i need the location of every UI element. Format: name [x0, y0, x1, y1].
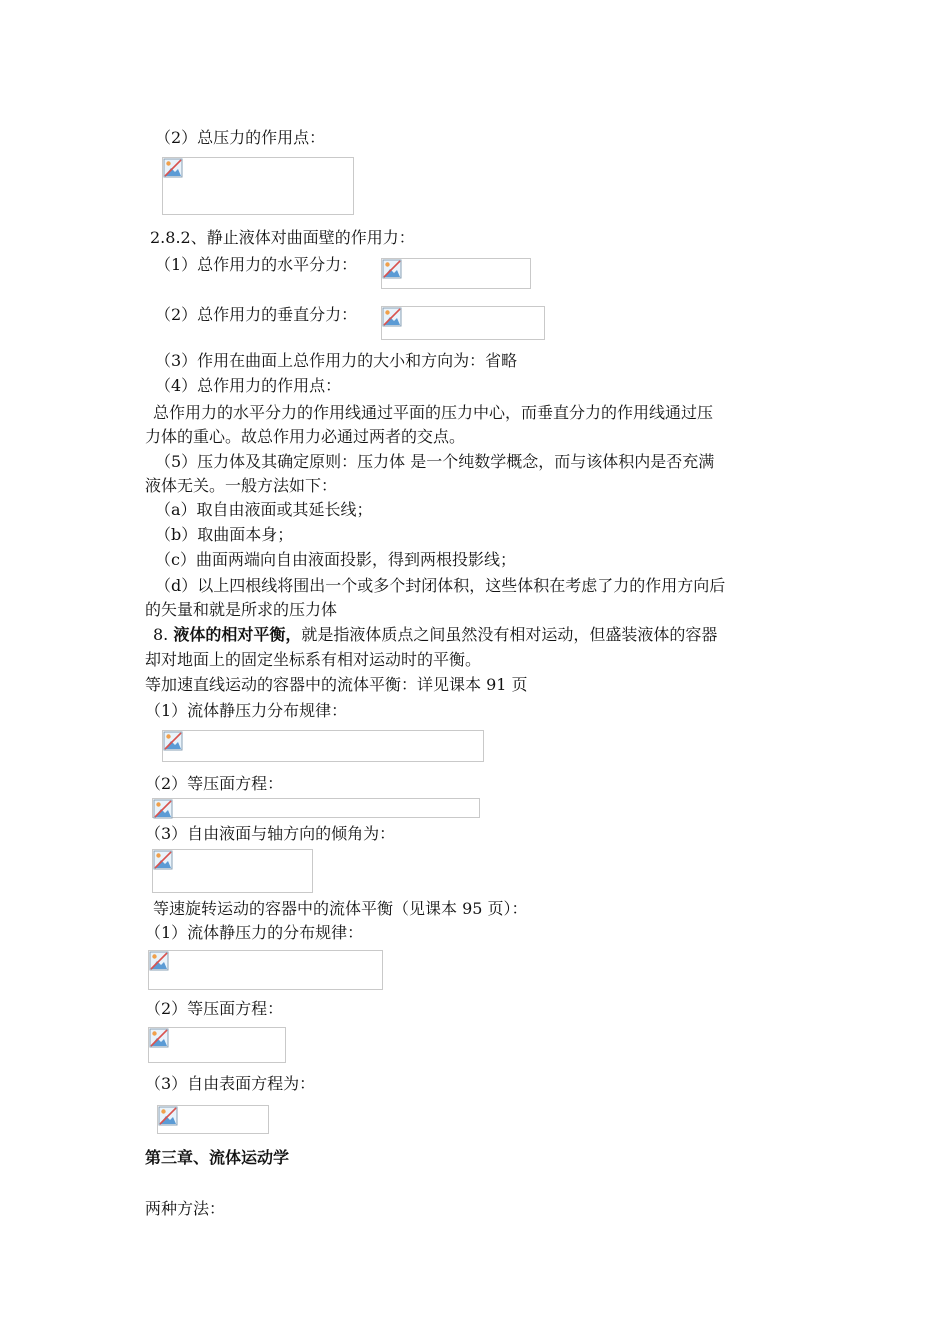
list-item: （a）取自由液面或其延长线； [155, 500, 373, 519]
item-horizontal-component: （1）总作用力的水平分力： [155, 255, 358, 274]
broken-image-icon [149, 1028, 169, 1048]
linear-acceleration-heading: 等加速直线运动的容器中的流体平衡：详见课本 91 页 [145, 675, 528, 694]
chapter-3-heading: 第三章、流体运动学 [145, 1148, 290, 1167]
item-vertical-component: （2）总作用力的垂直分力： [155, 305, 358, 324]
item-isobaric-equation: （2）等压面方程： [145, 774, 284, 793]
list-item: 的矢量和就是所求的压力体 [145, 600, 338, 619]
list-item: （c）曲面两端向自由液面投影，得到两根投影线； [155, 550, 516, 569]
paragraph-line: 力体的重心。故总作用力必通过两者的交点。 [145, 427, 466, 446]
broken-image-formula [381, 258, 531, 289]
broken-image-formula [162, 157, 354, 215]
list-item: （d）以上四根线将围出一个或多个封闭体积，这些体积在考虑了力的作用方向后 [155, 576, 726, 595]
item-free-surface-equation: （3）自由表面方程为： [145, 1074, 316, 1093]
section-8-term: 液体的相对平衡， [173, 625, 302, 644]
broken-image-formula [381, 306, 545, 340]
item-inclination-angle: （3）自由液面与轴方向的倾角为： [145, 824, 396, 843]
broken-image-formula [148, 950, 383, 990]
broken-image-icon [163, 158, 183, 178]
broken-image-icon [149, 951, 169, 971]
section-8-line [153, 624, 717, 646]
item-total-pressure-point: （2）总压力的作用点： [155, 128, 326, 147]
item-magnitude-direction: （3）作用在曲面上总作用力的大小和方向为：省略 [155, 351, 518, 370]
broken-image-icon [153, 799, 173, 819]
paragraph-line: 液体无关。一般方法如下： [145, 476, 338, 495]
broken-image-formula [162, 730, 484, 762]
paragraph-line: 总作用力的水平分力的作用线通过平面的压力中心，而垂直分力的作用线通过压 [153, 403, 714, 422]
two-methods-line: 两种方法： [145, 1199, 226, 1218]
item-isobaric-equation: （2）等压面方程： [145, 999, 284, 1018]
broken-image-icon [163, 731, 183, 751]
broken-image-icon [382, 259, 402, 279]
broken-image-formula [152, 849, 313, 893]
broken-image-formula [152, 798, 480, 818]
section-2-8-2-heading: 2.8.2、静止液体对曲面壁的作用力： [150, 228, 415, 247]
broken-image-formula [148, 1027, 286, 1063]
section-8-definition: 就是指液体质点之间虽然没有相对运动，但盛装液体的容器 [301, 625, 718, 644]
paragraph-line: 却对地面上的固定坐标系有相对运动时的平衡。 [145, 650, 482, 669]
section-8-number: 8. [153, 625, 174, 644]
uniform-rotation-heading: 等速旋转运动的容器中的流体平衡（见课本 95 页）： [153, 899, 528, 918]
broken-image-formula [157, 1105, 269, 1134]
item-pressure-distribution: （1）流体静压力的分布规律： [145, 923, 364, 942]
list-item: （b）取曲面本身； [155, 525, 294, 544]
broken-image-icon [382, 307, 402, 327]
broken-image-icon [153, 850, 173, 870]
paragraph-line: （5）压力体及其确定原则：压力体 是一个纯数学概念，而与该体积内是否充满 [155, 452, 715, 471]
item-action-point: （4）总作用力的作用点： [155, 376, 342, 395]
item-pressure-distribution: （1）流体静压力分布规律： [145, 701, 348, 720]
broken-image-icon [158, 1106, 178, 1126]
